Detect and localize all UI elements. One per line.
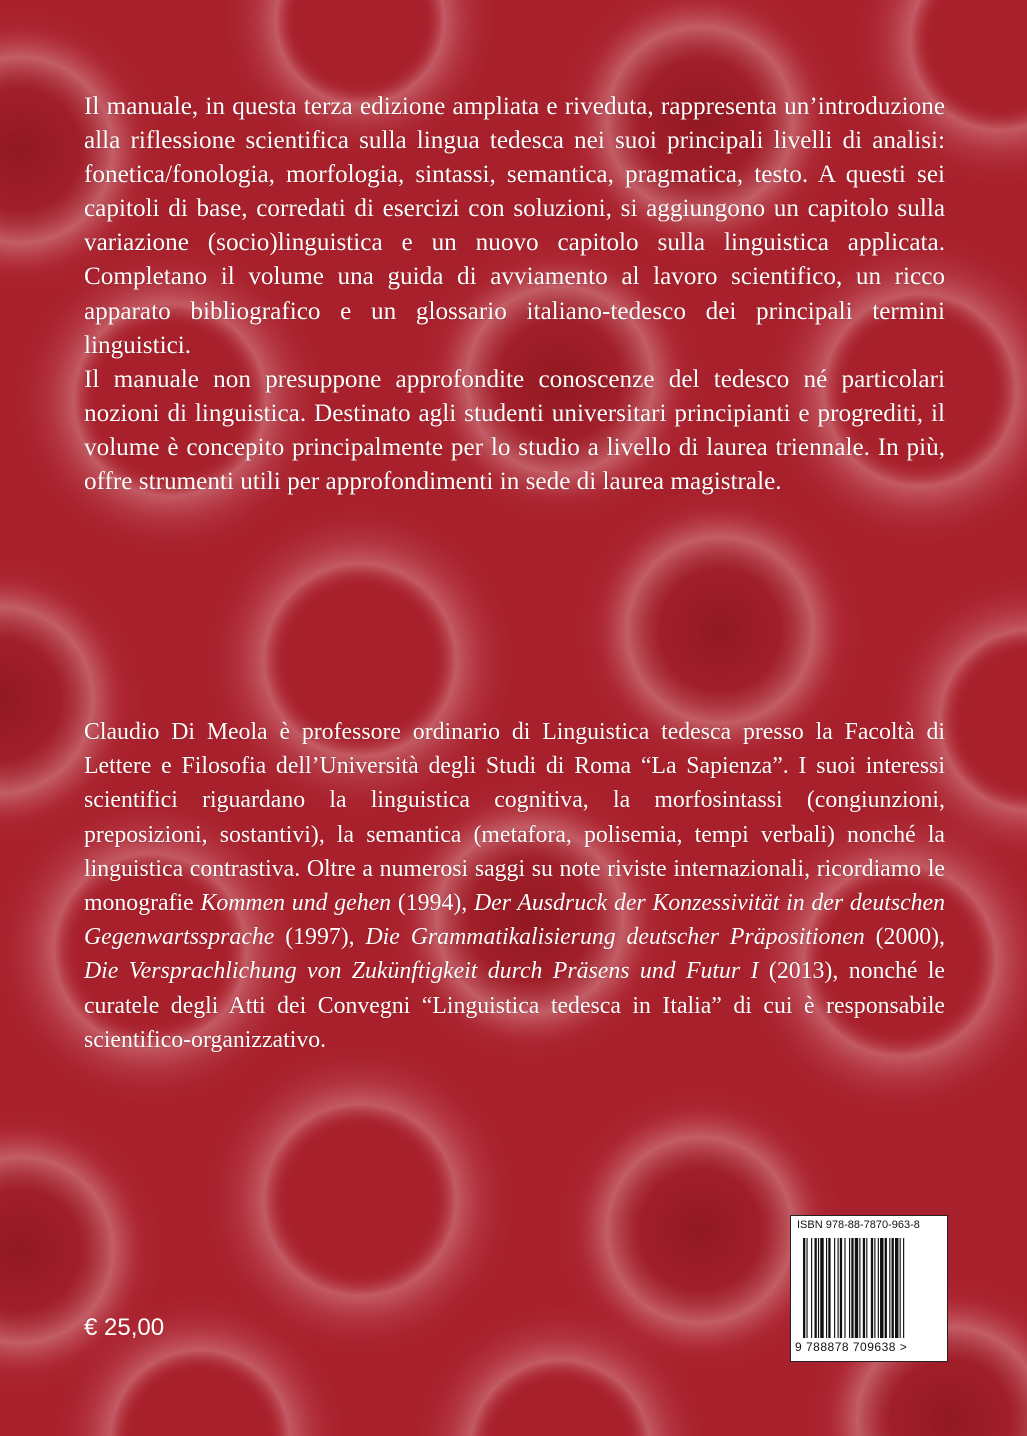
- work-title-1: Kommen und gehen: [200, 890, 392, 917]
- barcode-bar: [866, 1238, 867, 1338]
- barcode-bar: [815, 1238, 817, 1338]
- bio-text-4: (2000),: [864, 924, 946, 951]
- price-label: € 25,00: [84, 1314, 165, 1341]
- isbn-label: ISBN 978-88-7870-963-8: [797, 1219, 920, 1231]
- barcode-bar: [828, 1238, 830, 1338]
- work-title-3: Die Grammatikalisierung deutscher Präpositionen: [365, 924, 865, 951]
- barcode-bar: [859, 1238, 860, 1338]
- barcode-bar: [855, 1238, 858, 1338]
- barcode-bar: [803, 1238, 805, 1338]
- bio-text-2: (1994),: [391, 890, 474, 917]
- barcode-bar: [820, 1238, 823, 1338]
- barcode-bar: [838, 1238, 839, 1338]
- barcode-bar: [903, 1238, 904, 1338]
- barcode-bar: [874, 1238, 875, 1338]
- barcode-bar: [880, 1238, 883, 1338]
- description-paragraph-1: Il manuale, in questa terza edizione ampliata e riveduta, rappresenta un’introduzione alla riflessione scientifica sulla lingua tedesca nei suoi principali livelli di analisi: fonetica/fonologia, morfologia, sintassi, semantica, pragmatica, testo. A questi sei capitoli di base, corredati di esercizi con soluzioni, si aggiungono un capitolo sulla variazione (socio)linguistica e un nuovo capitolo sulla linguistica applicata. Completano il volume una guida di avviamento al lavoro scientifico, un ricco apparato bibliografico e un glossario italiano-tedesco dei principali termini linguistici.: [84, 93, 945, 359]
- barcode-bar: [851, 1238, 853, 1338]
- barcode-bar: [900, 1238, 901, 1338]
- barcode-bar: [811, 1238, 812, 1338]
- bio-text-3: (1997),: [274, 924, 366, 951]
- barcode-bars: [803, 1238, 939, 1338]
- book-description: [84, 90, 945, 499]
- barcode-bar: [840, 1238, 842, 1338]
- barcode-bar: [863, 1238, 865, 1338]
- barcode-bar: [818, 1238, 819, 1338]
- barcode-bar: [844, 1238, 845, 1338]
- barcode-bar: [826, 1238, 827, 1338]
- author-bio: [84, 715, 945, 1057]
- barcode-digits: 9 788878 709638 >: [795, 1340, 908, 1354]
- barcode-bar: [892, 1238, 894, 1338]
- barcode-bar: [806, 1238, 807, 1338]
- barcode-bar: [885, 1238, 887, 1338]
- bio-text-5: (2013), nonché le curatele degli Atti dei Convegni “Linguistica tedesca in Italia” di cui è responsabile scientifico-organizzativo.: [84, 958, 945, 1053]
- barcode-bar: [878, 1238, 879, 1338]
- barcode-bar: [889, 1238, 890, 1338]
- barcode-bar: [895, 1238, 898, 1338]
- author-bio-paragraph: [84, 715, 945, 1057]
- barcode-bar: [871, 1238, 873, 1338]
- isbn-barcode: [790, 1215, 948, 1362]
- bio-text-1: Claudio Di Meola è professore ordinario di Linguistica tedesca presso la Facoltà di Lettere e Filosofia dell’Università degli Studi di Roma “La Sapienza”. I suoi interessi scientifici riguardano la linguistica cognitiva, la morfosintassi (congiunzioni, preposizioni, sostantivi), la semantica (metafora, polisemia, tempi verbali) nonché la linguistica contrastiva. Oltre a numerosi saggi su note riviste internazionali, ricordiamo le monografie: [84, 719, 945, 917]
- barcode-bar: [849, 1238, 850, 1338]
- barcode-bar: [834, 1238, 835, 1338]
- work-title-4: Die Versprachlichung von Zukünftigkeit durch Präsens und Futur I: [84, 958, 759, 985]
- description-paragraph-2: Il manuale non presuppone approfondite conoscenze del tedesco né particolari nozioni di linguistica. Destinato agli studenti universitari principianti e progrediti, il volume è concepito principalmente per lo studio a livello di laurea triennale. In più, offre strumenti utili per approfondimenti in sede di laurea magistrale.: [84, 365, 945, 496]
- work-title-2: Der Ausdruck der Konzessivität in der deutschen Gegenwartssprache: [84, 890, 946, 951]
